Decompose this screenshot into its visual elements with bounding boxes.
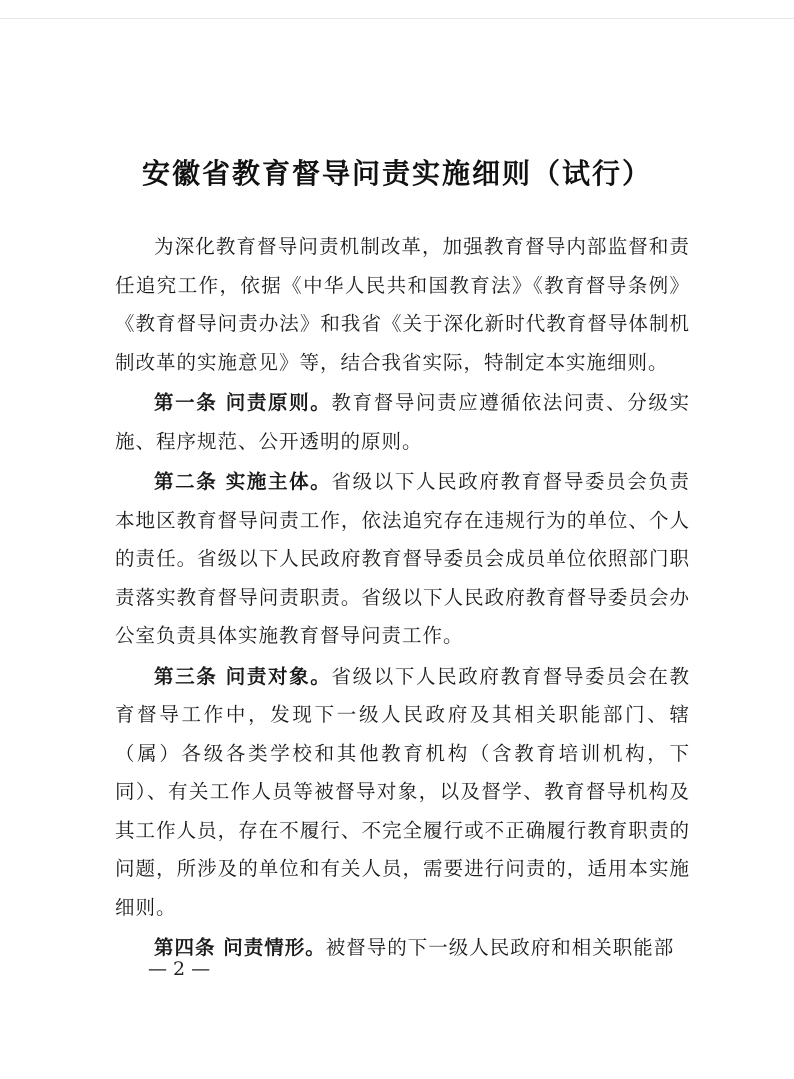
document-title: 安徽省教育督导问责实施细则（试行） — [141, 157, 652, 190]
article-heading: 第四条 问责情形。 — [154, 936, 326, 959]
article-heading: 第三条 问责对象。 — [154, 664, 332, 688]
top-scan-line — [0, 18, 794, 19]
article-3 — [115, 658, 690, 928]
article-heading: 第二条 实施主体。 — [154, 470, 332, 493]
article-heading: 第一条 问责原则。 — [154, 391, 332, 414]
paragraph-preamble — [115, 228, 690, 382]
paragraph-text: 为深化教育督导问责机制改革，加强教育督导内部监督和责任追究工作，依据《中华人民共和国教育法》《教育督导条例》《教育督导问责办法》和我省《关于深化新时代教育督导体制机制改革的实施意见》等，结合我省实际，特制定本实施细则。 — [115, 235, 690, 374]
article-text: 省级以下人民政府教育督导委员会在教育督导工作中，发现下一级人民政府及其相关职能部门、辖（属）各级各类学校和其他教育机构（含教育培训机构，下同）、有关工作人员等被督导对象，以及督学、教育督导机构及其工作人员，存在不履行、不完全履行或不正确履行教育职责的问题，所涉及的单位和有关人员，需要进行问责的，适用本实施细则。 — [115, 664, 690, 919]
article-text: 省级以下人民政府教育督导委员会负责本地区教育督导问责工作，依法追究存在违规行为的单位、个人的责任。省级以下人民政府教育督导委员会成员单位依照部门职责落实教育督导问责职责。省级以下人民政府教育督导委员会办公室负责具体实施教育督导问责工作。 — [115, 470, 690, 647]
article-text: 教育督导问责应遵循依法问责、分级实施、程序规范、公开透明的原则。 — [115, 391, 690, 453]
page-number: — 2 — — [148, 958, 211, 980]
article-2 — [115, 463, 690, 656]
article-text: 被督导的下一级人民政府和相关职能部 — [325, 936, 675, 959]
document-body — [115, 228, 690, 970]
article-1 — [115, 384, 690, 461]
